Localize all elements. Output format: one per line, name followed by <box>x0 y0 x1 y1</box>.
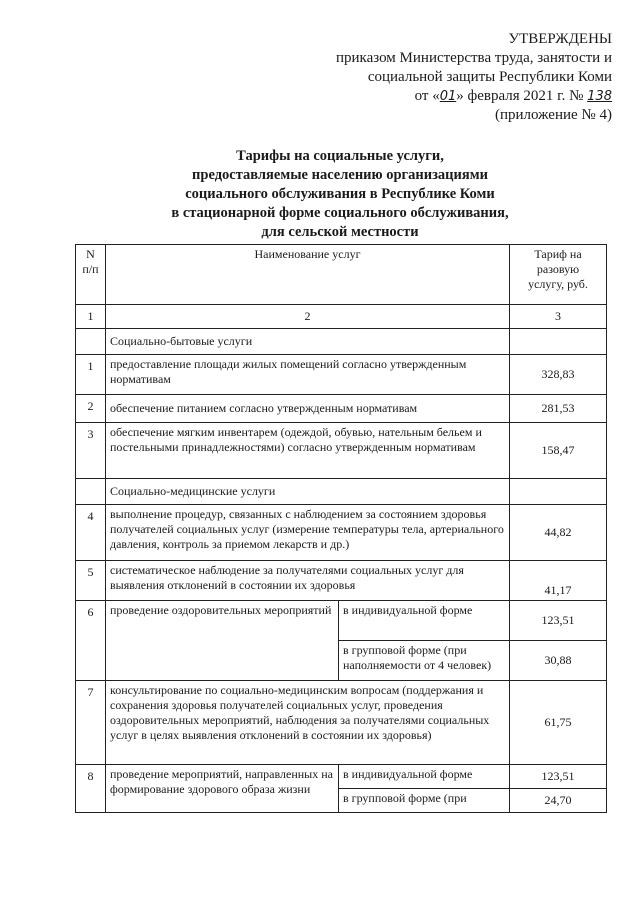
date-middle: » февраля 2021 г. № <box>456 88 588 104</box>
service-price: 41,17 <box>510 561 607 601</box>
service-price-group: 24,70 <box>510 789 607 813</box>
approved-heading: УТВЕРЖДЕНЫ <box>508 31 612 47</box>
table-row <box>76 395 607 423</box>
section-title-social-medical: Социально-медицинские услуги <box>106 479 510 505</box>
handwritten-order-number: 138 <box>587 89 612 104</box>
section-empty-price <box>510 329 607 355</box>
service-name: проведение оздоровительных мероприятий <box>106 601 339 681</box>
title-line-2: предоставляемые населению организациями <box>192 167 488 183</box>
service-price-individual: 123,51 <box>510 765 607 789</box>
title-line-4: в стационарной форме социального обслуживания, <box>171 205 509 221</box>
table-row <box>76 561 607 601</box>
row-number: 4 <box>76 505 106 561</box>
service-form-group: в групповой форме (при наполняемости от 4 человек) <box>339 641 510 681</box>
title-line-1: Тарифы на социальные услуги, <box>236 148 444 164</box>
section-row <box>76 479 607 505</box>
document-title <box>60 147 620 242</box>
section-row <box>76 329 607 355</box>
service-form-group: в групповой форме (при <box>339 789 510 813</box>
service-name: выполнение процедур, связанных с наблюдением за состоянием здоровья получателей социальных услуг (измерение температуры тела, артериального давления, контроль за приемом лекарств и др.) <box>106 505 510 561</box>
row-number: 1 <box>76 355 106 395</box>
order-line-2: социальной защиты Республики Коми <box>367 69 612 85</box>
index-col-3: 3 <box>510 305 607 329</box>
service-name: предоставление площади жилых помещений согласно утвержденным нормативам <box>106 355 510 395</box>
row-number: 8 <box>76 765 106 813</box>
order-line-1: приказом Министерства труда, занятости и <box>335 50 612 66</box>
row-number: 5 <box>76 561 106 601</box>
section-title-social-domestic: Социально-бытовые услуги <box>106 329 510 355</box>
table-row <box>76 355 607 395</box>
table-row <box>76 423 607 479</box>
header-service-name: Наименование услуг <box>106 245 510 305</box>
order-date-line <box>336 87 612 106</box>
tariffs-table <box>75 244 607 813</box>
approval-block <box>336 30 612 125</box>
service-price-individual: 123,51 <box>510 601 607 641</box>
row-number: 3 <box>76 423 106 479</box>
header-num: N п/п <box>76 245 106 305</box>
row-number: 6 <box>76 601 106 681</box>
title-line-3: социального обслуживания в Республике Коми <box>185 186 495 202</box>
header-row <box>76 245 607 305</box>
service-form-individual: в индивидуальной форме <box>339 601 510 641</box>
appendix-note: (приложение № 4) <box>494 107 612 123</box>
table-row <box>76 601 607 641</box>
table-row <box>76 681 607 765</box>
service-name: обеспечение мягким инвентарем (одеждой, обувью, нательным бельем и постельными принадлежностями) согласно утвержденным нормативам <box>106 423 510 479</box>
row-number: 7 <box>76 681 106 765</box>
service-name: систематическое наблюдение за получателями социальных услуг для выявления отклонений в состоянии их здоровья <box>106 561 510 601</box>
date-prefix: от « <box>414 88 440 104</box>
service-name: консультирование по социально-медицинским вопросам (поддержания и сохранения здоровья получателей социальных услуг, проведения оздоровительных мероприятий, наблюдения за получателями социальных услуг в целях выявления отклонений в состоянии их здоровья) <box>106 681 510 765</box>
handwritten-date-day: 01 <box>439 89 457 104</box>
index-row <box>76 305 607 329</box>
index-col-2: 2 <box>106 305 510 329</box>
service-price-group: 30,88 <box>510 641 607 681</box>
service-price: 44,82 <box>510 505 607 561</box>
service-price: 158,47 <box>510 423 607 479</box>
service-name: обеспечение питанием согласно утвержденным нормативам <box>106 395 510 423</box>
index-col-1: 1 <box>76 305 106 329</box>
table-row <box>76 765 607 789</box>
service-price: 328,83 <box>510 355 607 395</box>
title-line-5: для сельской местности <box>261 224 419 240</box>
table-row <box>76 505 607 561</box>
service-name: проведение мероприятий, направленных на формирование здорового образа жизни <box>106 765 339 813</box>
section-empty-num <box>76 329 106 355</box>
section-empty-num <box>76 479 106 505</box>
section-empty-price <box>510 479 607 505</box>
row-number: 2 <box>76 395 106 423</box>
service-form-individual: в индивидуальной форме <box>339 765 510 789</box>
service-price: 281,53 <box>510 395 607 423</box>
header-price: Тариф на разовую услугу, руб. <box>510 245 607 305</box>
service-price: 61,75 <box>510 681 607 765</box>
